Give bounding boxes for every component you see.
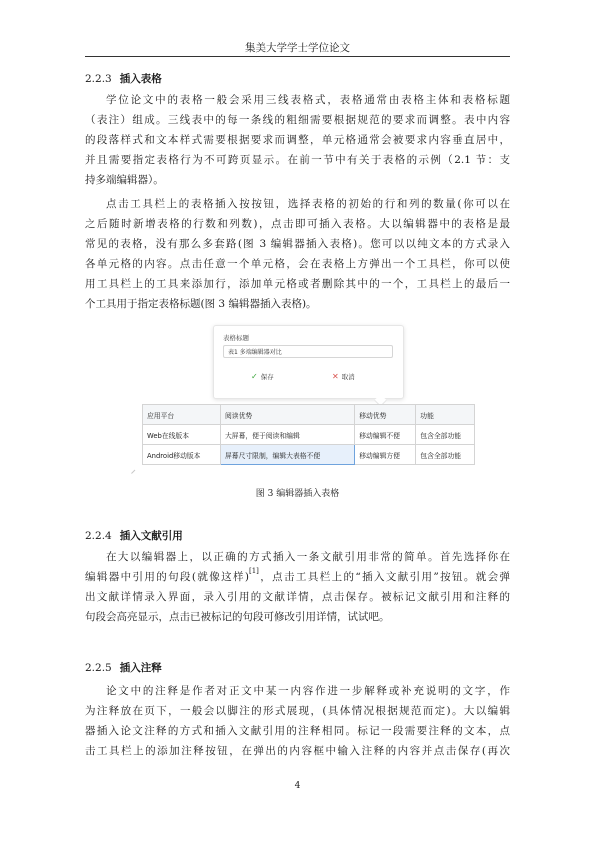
section-title: 插入注释 (119, 662, 162, 674)
figure-editor-table (142, 325, 475, 475)
section-number: 2.2.5 (85, 662, 112, 674)
editor-table (142, 404, 475, 465)
paragraph-citation (85, 547, 510, 627)
table-caption-popup (213, 325, 404, 399)
table-cell[interactable]: Web在线版本 (143, 425, 221, 445)
text-line: 用工具栏上的工具来添加行，添加单元格或者删除其中的一个，工具栏上的最后一 (85, 278, 510, 290)
section-title: 插入文献引用 (119, 530, 183, 542)
table-cell[interactable]: Android移动版本 (143, 445, 221, 465)
table-cell[interactable]: 移动编辑方便 (355, 445, 416, 465)
text-line: 在大以编辑器上，以正确的方式插入一条文献引用非常的简单。首先选择你在 (106, 551, 510, 563)
image-resize-handle (131, 470, 139, 478)
text-line: 各单元格的内容。点击任意一个单元格，会在表格上方弹出一个工具栏，你可以使 (85, 258, 510, 270)
section-heading-2-2-4 (85, 528, 183, 543)
text-line: 持多端编辑器）。 (85, 174, 164, 186)
text-line: 并且需要指定表格行为不可跨页显示。在前一节中有关于表格的示例（2.1 节：支 (85, 154, 510, 166)
text-line: 常见的表格，没有那么多套路(图 3 编辑器插入表格)。您可以以纯文本的方式录入 (85, 238, 510, 250)
table-row (143, 425, 475, 445)
table-header-cell[interactable]: 功能 (416, 405, 475, 425)
text-fragment: 编辑器中引用的句段(就像这样) (85, 571, 249, 583)
cancel-button[interactable] (332, 372, 355, 381)
table-cell[interactable]: 包含全部功能 (416, 445, 475, 465)
text-line: 句段会高亮显示，点击已被标记的句段可修改引用详情，试试吧。 (85, 611, 390, 623)
text-line: 为注释放在页下，一般会以脚注的形式展现，(具体情况根据规范而定)。大以编辑 (85, 705, 510, 717)
paragraph-table-intro (85, 90, 510, 190)
text-line: 个工具用于指定表格标题(图 3 编辑器插入表格)。 (85, 298, 317, 310)
save-button[interactable] (251, 372, 274, 381)
table-header-cell[interactable]: 应用平台 (143, 405, 221, 425)
text-line: 论文中的注释是作者对正文中某一内容作进一步解释或补充说明的文字，作 (106, 685, 510, 697)
table-header-row (143, 405, 475, 425)
cancel-label: 取消 (341, 373, 355, 381)
text-line: （表注）组成。三线表中的每一条线的粗细需要根据规范的要求而调整。表中内容 (85, 114, 510, 126)
check-icon: ✓ (251, 372, 258, 381)
header-title: 集美大学学士学位论文 (245, 42, 350, 54)
table-row (143, 445, 475, 465)
paragraph-table-insert (85, 194, 510, 314)
popup-title: 表格标题 (223, 334, 249, 342)
figure-caption: 图 3 编辑器插入表格 (255, 489, 340, 499)
text-line: 击工具栏上的添加注释按钮，在弹出的内容框中输入注释的内容并点击保存(再次 (85, 745, 510, 757)
save-label: 保存 (260, 373, 274, 381)
text-line: 学位论文中的表格一般会采用三线表格式，表格通常由表格主体和表格标题 (106, 94, 510, 106)
caption-input[interactable]: 表1 多端编辑器对比 (223, 345, 393, 358)
table-cell[interactable]: 大屏幕，便于阅读和编辑 (220, 425, 354, 445)
text-line: 器插入论文注释的方式和插入文献引用的注释相同。标记一段需要注释的文本，点 (85, 725, 510, 737)
page-number: 4 (294, 781, 301, 791)
header-rule (85, 56, 510, 57)
text-line: 点击工具栏上的表格插入按按钮，选择表格的初始的行和列的数量(你可以在 (106, 198, 510, 210)
table-header-cell[interactable]: 阅读优势 (220, 405, 354, 425)
table-cell[interactable]: 移动编辑不便 (355, 425, 416, 445)
close-icon: ✕ (332, 372, 339, 381)
table-cell[interactable]: 包含全部功能 (416, 425, 475, 445)
text-line (85, 567, 510, 587)
text-line: 出文献详情录入界面，录入引用的文献详情，点击保存。被标记文献引用和注释的 (85, 591, 510, 603)
table-header-cell[interactable]: 移动优势 (355, 405, 416, 425)
section-heading-2-2-3 (85, 71, 162, 86)
section-number: 2.2.4 (85, 530, 112, 542)
paragraph-footnote (85, 681, 510, 761)
section-heading-2-2-5 (85, 660, 162, 675)
section-number: 2.2.3 (85, 73, 112, 85)
text-line: 的段落样式和文本样式需要根据要求而调整，单元格通常会被要求内容垂直居中， (85, 134, 510, 146)
citation-marker: [1] (249, 567, 259, 575)
text-line: 之后随时新增表格的行数和列数)，点击即可插入表格。大以编辑器中的表格是最 (85, 218, 510, 230)
text-fragment: ，点击工具栏上的“插入文献引用”按钮。就会弹 (258, 571, 510, 583)
table-cell-selected[interactable]: 屏幕尺寸限制，编辑大表格不便 (220, 445, 354, 465)
section-title: 插入表格 (119, 73, 162, 85)
